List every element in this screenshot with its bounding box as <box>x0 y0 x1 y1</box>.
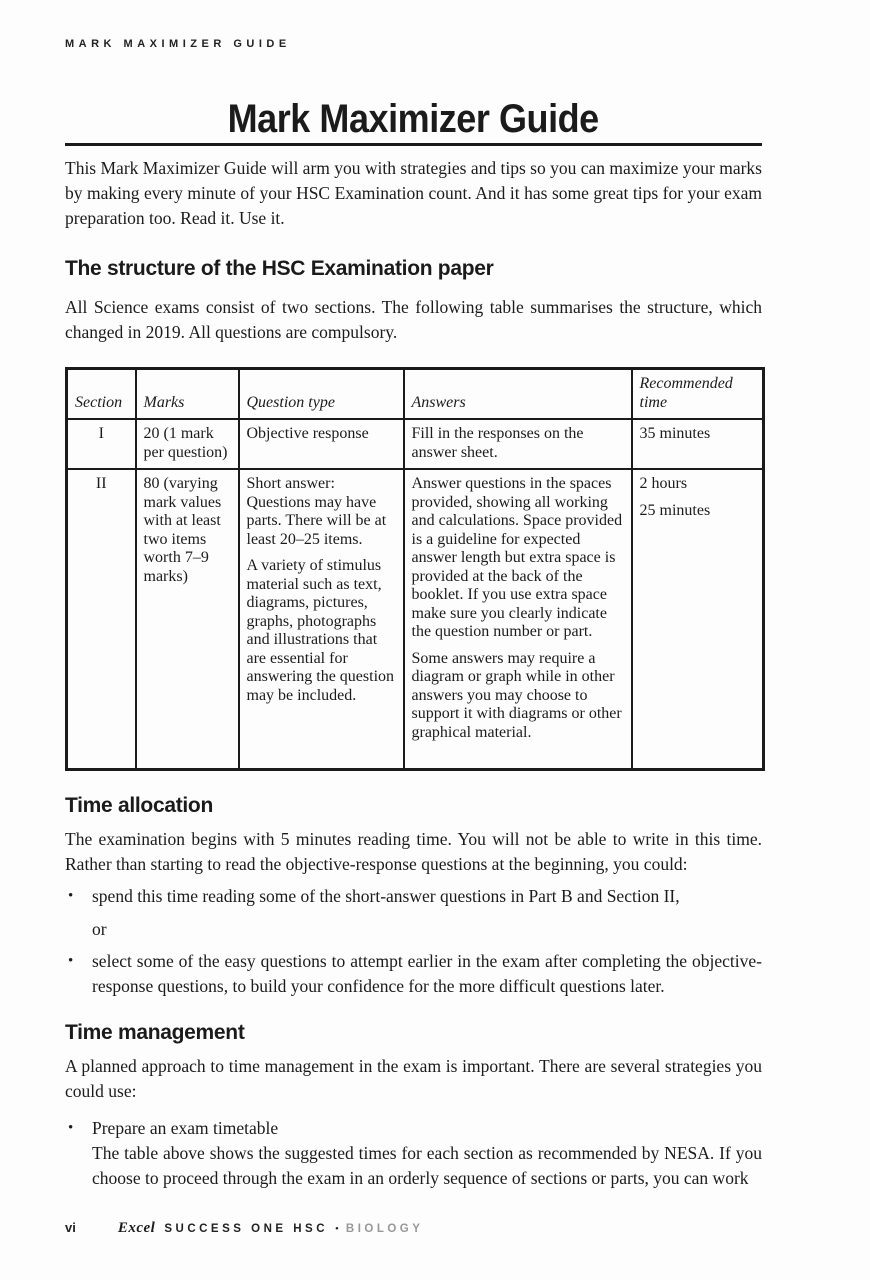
page-content <box>65 0 762 1191</box>
intro-paragraph: This Mark Maximizer Guide will arm you with strategies and tips so you can maximize your marks by making every minute of your HSC Examination count. And it has some great tips for your exam preparation too. Read it. Use it. <box>65 158 762 228</box>
table-header-answers: Answers <box>404 369 632 420</box>
bullet-icon: • <box>68 952 74 969</box>
structure-paragraph: All Science exams consist of two sections. The following table summarises the structure, which changed in 2019. All questions are compulsory. <box>65 297 762 342</box>
bullet-text: select some of the easy questions to attempt earlier in the exam after completing the objective-response questions, to build your confidence for the more difficult questions later. <box>92 950 762 996</box>
cell-section: I <box>67 419 136 469</box>
cell-question-type: Short answer: Questions may have parts. There will be at least 20–25 items. A variety of stimulus material such as text, diagrams, pictures, graphs, photographs and illustrations that are essential for answering the question may be included. <box>239 469 404 769</box>
heading-time-allocation: Time allocation <box>65 793 213 817</box>
page-footer <box>65 1220 423 1237</box>
bullet-icon: • <box>68 887 74 904</box>
running-header: MARK MAXIMIZER GUIDE <box>65 38 291 50</box>
page-number: vi <box>65 1220 76 1235</box>
time-allocation-paragraph: The examination begins with 5 minutes reading time. You will not be able to write in this time. Rather than starting to read the objective-response questions at the beginning, you could: <box>65 828 762 874</box>
bullet-text <box>92 1116 762 1191</box>
brand-excel: Excel <box>117 1220 156 1236</box>
table-header-section: Section <box>67 369 136 420</box>
bullet-item <box>65 1116 762 1191</box>
table-row-section-1 <box>67 419 764 469</box>
cell-question-type: Objective response <box>239 419 404 469</box>
heading-structure: The structure of the HSC Examination paper <box>65 257 494 280</box>
bullet-title: Prepare an exam timetable <box>92 1117 279 1138</box>
table-header-row <box>67 369 764 420</box>
cell-marks: 20 (1 mark per question) <box>136 419 239 469</box>
page-title: Mark Maximizer Guide <box>227 97 600 141</box>
cell-time: 35 minutes <box>632 419 764 469</box>
cell-section: II <box>67 469 136 769</box>
series-title: SUCCESS ONE HSC <box>164 1223 329 1235</box>
exam-structure-table <box>65 367 765 771</box>
table-header-marks: Marks <box>136 369 239 420</box>
table-header-time: Recommended time <box>632 369 764 420</box>
title-rule <box>65 143 762 146</box>
bullet-connector: or <box>92 918 107 939</box>
title-block <box>65 97 762 141</box>
table-row-section-2 <box>67 469 764 769</box>
bullet-icon: • <box>68 1119 74 1136</box>
bullet-item <box>65 949 762 999</box>
time-management-paragraph: A planned approach to time management in the exam is important. There are several strategies you could use: <box>65 1055 762 1101</box>
separator-dot-icon: • <box>335 1223 339 1235</box>
bullet-item <box>65 884 762 909</box>
cell-time: 2 hours 25 minutes <box>632 469 764 769</box>
cell-answers: Answer questions in the spaces provided, showing all working and calculations. Space provided is a guideline for expected answer length but extra space is provided at the back of the booklet. If you use extra space make sure you clearly indicate the question number or part. Some answers may require a diagram or graph while in other answers you may choose to support it with diagrams or other graphical material. <box>404 469 632 769</box>
subject-label: BIOLOGY <box>345 1223 424 1235</box>
cell-answers: Fill in the responses on the answer sheet. <box>404 419 632 469</box>
bullet-text: spend this time reading some of the short-answer questions in Part B and Section II, <box>92 885 680 906</box>
bullet-body: The table above shows the suggested times for each section as recommended by NESA. If you choose to proceed through the exam in an orderly sequence of sections or parts, you can work <box>92 1142 762 1188</box>
heading-time-management: Time management <box>65 1020 245 1044</box>
cell-marks: 80 (varying mark values with at least two items worth 7–9 marks) <box>136 469 239 769</box>
table-header-question-type: Question type <box>239 369 404 420</box>
